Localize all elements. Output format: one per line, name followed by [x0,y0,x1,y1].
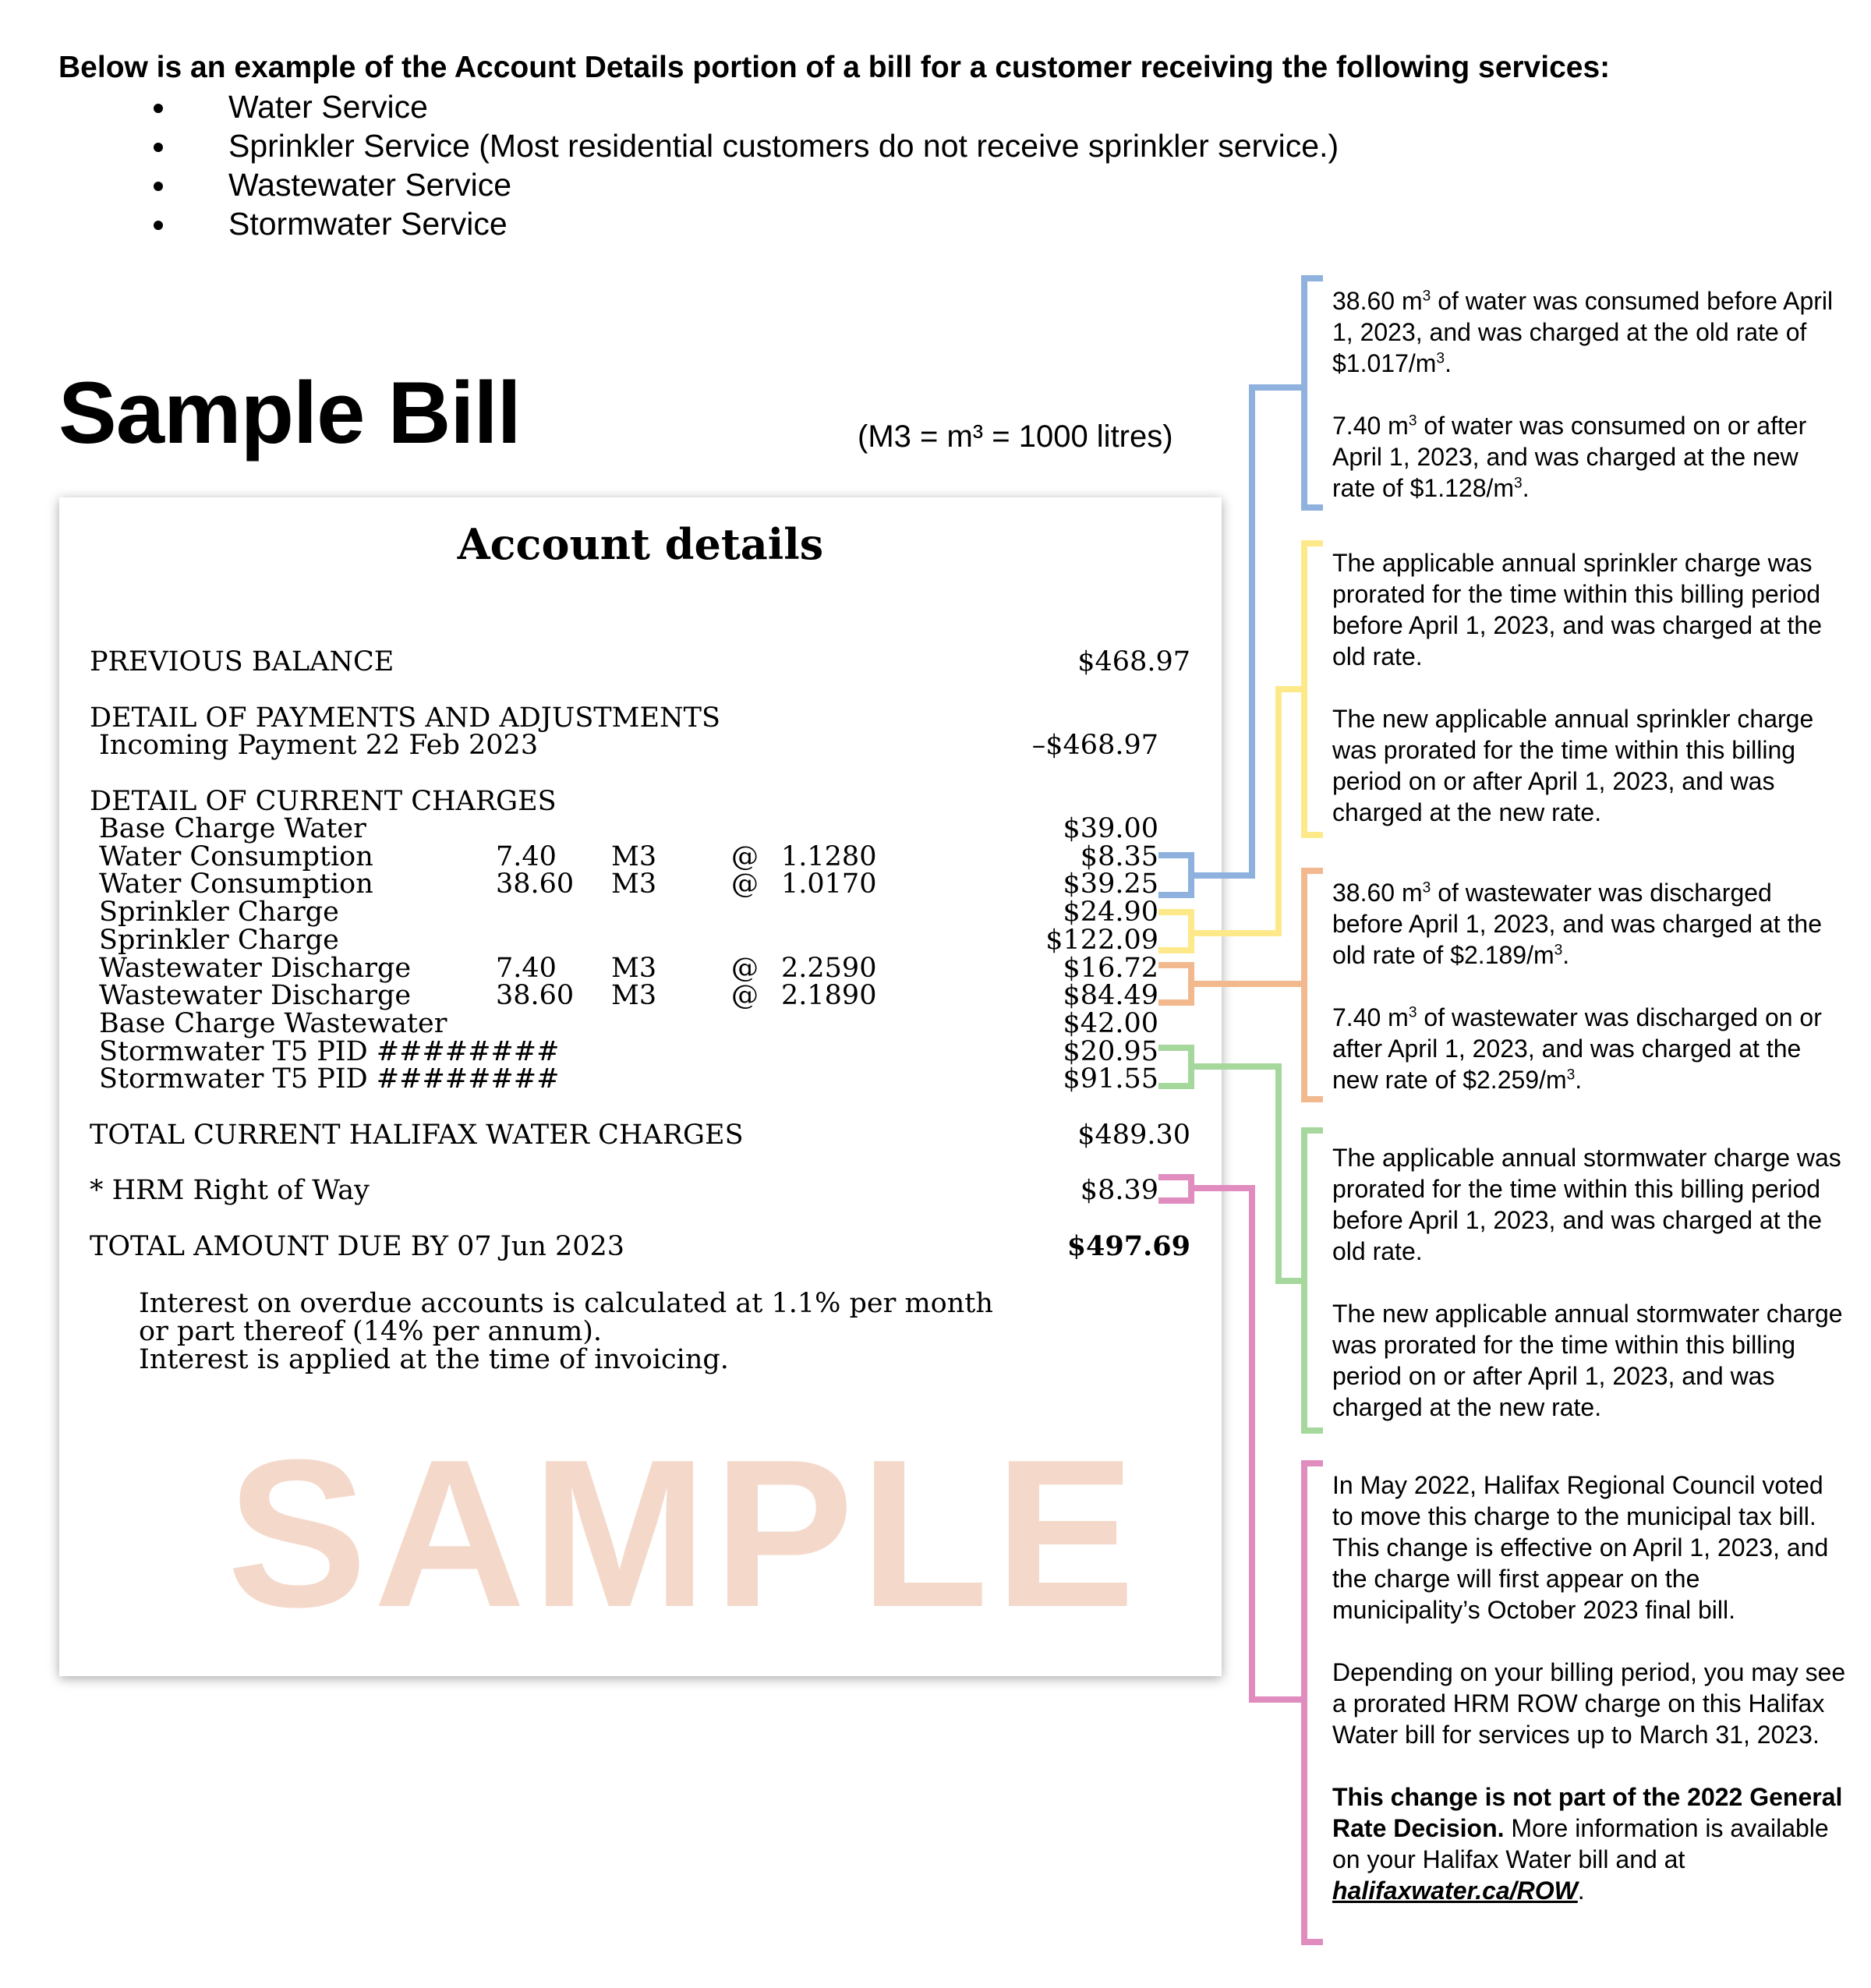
intro-lead: Below is an example of the Account Details portion of a bill for a customer receiving the following services: [58,51,1611,84]
charge-label: Stormwater T5 PID ######## [99,1063,560,1095]
charge-amount: $91.55 [1063,1063,1158,1095]
note-paragraph [1332,285,1847,379]
payments-heading: DETAIL OF PAYMENTS AND ADJUSTMENTS [90,702,720,734]
charge-rate: 1.1280 [781,841,877,872]
note-paragraph: Depending on your billing period, you may see a prorated HRM ROW charge on this Halifax Water bill for services up to March 31, 2023. [1332,1658,1846,1749]
halifaxwater-row-link[interactable]: halifaxwater.ca/ROW [1332,1877,1578,1905]
sample-watermark: SAMPLE [227,1417,1142,1651]
charge-label: Sprinkler Charge [99,897,339,928]
superscript: 3 [1554,942,1563,959]
charge-at: @ [731,980,759,1011]
interest-line: or part thereof (14% per annum). [139,1316,603,1347]
note-text: 7.40 m [1332,412,1409,440]
note-text: . [1562,941,1570,969]
charge-at: @ [731,868,759,900]
note-text: . [1445,349,1452,377]
charge-qty: 7.40 [496,953,557,984]
note-text: More information is available on your Halifax Water bill and at [1332,1814,1829,1873]
note-paragraph [1332,410,1847,504]
payment-item-amount: –$468.97 [1031,730,1158,761]
note-paragraph [1332,877,1847,971]
charge-amount: $8.35 [1080,841,1158,872]
note-hrm [1332,1470,1847,1906]
note-text: of wastewater was discharged on or after April 1, 2023, and was charged at the new rate of $2.259/m [1332,1003,1822,1094]
previous-balance-amount: $468.97 [1077,646,1190,677]
total-due-amount: $497.69 [1066,1230,1190,1262]
note-text: of wastewater was discharged before April 1, 2023, and was charged at the old rate of $2.189/m [1332,879,1822,969]
note-wastewater [1332,877,1847,1095]
charge-amount: $24.90 [1063,897,1158,928]
charge-amount: $20.95 [1063,1036,1158,1067]
note-bold-text: This change is not part of the 2022 General Rate Decision. [1332,1783,1843,1842]
superscript: 3 [1436,350,1445,367]
bill-heading: Account details [457,519,824,569]
note-water [1332,285,1847,504]
total-due-label: TOTAL AMOUNT DUE BY 07 Jun 2023 [90,1231,625,1262]
charge-label: Wastewater Discharge [99,953,412,984]
superscript: 3 [1514,475,1523,492]
note-text: 7.40 m [1332,1003,1409,1031]
note-text: of water was consumed on or after April 1, 2023, and was charged at the new rate of $1.128/m [1332,412,1807,502]
payment-item-label: Incoming Payment 22 Feb 2023 [99,730,539,761]
charges-heading: DETAIL OF CURRENT CHARGES [90,786,557,817]
total-charges-label: TOTAL CURRENT HALIFAX WATER CHARGES [90,1120,744,1151]
charge-amount: $39.00 [1063,813,1158,844]
charge-qty: 38.60 [496,980,575,1011]
page-title: Sample Bill [58,364,521,462]
superscript: 3 [1408,412,1417,430]
service-item: • Stormwater Service [178,204,1813,243]
note-paragraph [1332,1781,1847,1906]
note-text: 38.60 m [1332,287,1423,315]
note-sprinkler [1332,547,1847,828]
previous-balance-label: PREVIOUS BALANCE [90,646,394,677]
charge-label: Base Charge Water [99,813,366,844]
superscript: 3 [1408,1004,1417,1021]
superscript: 3 [1422,288,1431,305]
charge-unit: M3 [611,868,657,900]
service-item: • Water Service [178,87,1813,126]
note-paragraph: In May 2022, Halifax Regional Council voted to move this charge to the municipal tax bill. This change is effective on April 1, 2023, and the charge will first appear on the municipality’s October 2023 final bill. [1332,1471,1829,1624]
note-text: . [1522,474,1530,502]
charge-amount: $16.72 [1063,953,1158,984]
interest-line: Interest on overdue accounts is calculated at 1.1% per month [139,1288,993,1319]
charge-at: @ [731,841,759,872]
charge-amount: $122.09 [1045,925,1158,956]
charge-label: Water Consumption [99,841,373,872]
charge-amount: $42.00 [1063,1008,1158,1039]
charge-rate: 1.0170 [781,868,877,900]
charge-label: Water Consumption [99,868,373,900]
charge-rate: 2.1890 [781,980,877,1011]
superscript: 3 [1422,879,1431,897]
interest-line: Interest is applied at the time of invoicing. [139,1344,729,1375]
total-charges-amount: $489.30 [1077,1120,1190,1151]
note-paragraph: The new applicable annual stormwater charge was prorated for the time within this billing period on or after April 1, 2023, and was charged at the new rate. [1332,1300,1843,1421]
superscript: 3 [1566,1067,1576,1084]
charge-amount: $39.25 [1063,868,1158,900]
note-text: . [1575,1066,1583,1094]
hrm-label: * HRM Right of Way [90,1175,370,1206]
charge-at: @ [731,953,759,984]
note-text: of water was consumed before April 1, 2023, and was charged at the old rate of $1.017/m [1332,287,1834,377]
charge-label: Sprinkler Charge [99,925,339,956]
charge-label: Stormwater T5 PID ######## [99,1036,560,1067]
charge-qty: 7.40 [496,841,557,872]
note-stormwater [1332,1142,1847,1423]
service-item: • Sprinkler Service (Most residential customers do not receive sprinkler service.) [178,126,1813,165]
charge-unit: M3 [611,841,657,872]
charge-label: Wastewater Discharge [99,980,412,1011]
charge-qty: 38.60 [496,868,575,900]
hrm-amount: $8.39 [1080,1175,1158,1206]
charge-unit: M3 [611,953,657,984]
service-item: • Wastewater Service [178,165,1813,204]
note-paragraph: The applicable annual sprinkler charge was prorated for the time within this billing period before April 1, 2023, and was charged at the old rate. [1332,549,1822,670]
note-paragraph: The applicable annual stormwater charge was prorated for the time within this billing period before April 1, 2023, and was charged at the old rate. [1332,1144,1841,1265]
note-paragraph: The new applicable annual sprinkler charge was prorated for the time within this billing period on or after April 1, 2023, and was charged at the new rate. [1332,705,1814,826]
charge-label: Base Charge Wastewater [99,1008,447,1039]
charge-amount: $84.49 [1063,980,1158,1011]
charge-rate: 2.2590 [781,953,877,984]
note-text: 38.60 m [1332,879,1423,907]
note-text: . [1577,1877,1585,1905]
charge-unit: M3 [611,980,657,1011]
note-paragraph [1332,1002,1847,1095]
unit-note: (M3 = m³ = 1000 litres) [858,419,1173,454]
